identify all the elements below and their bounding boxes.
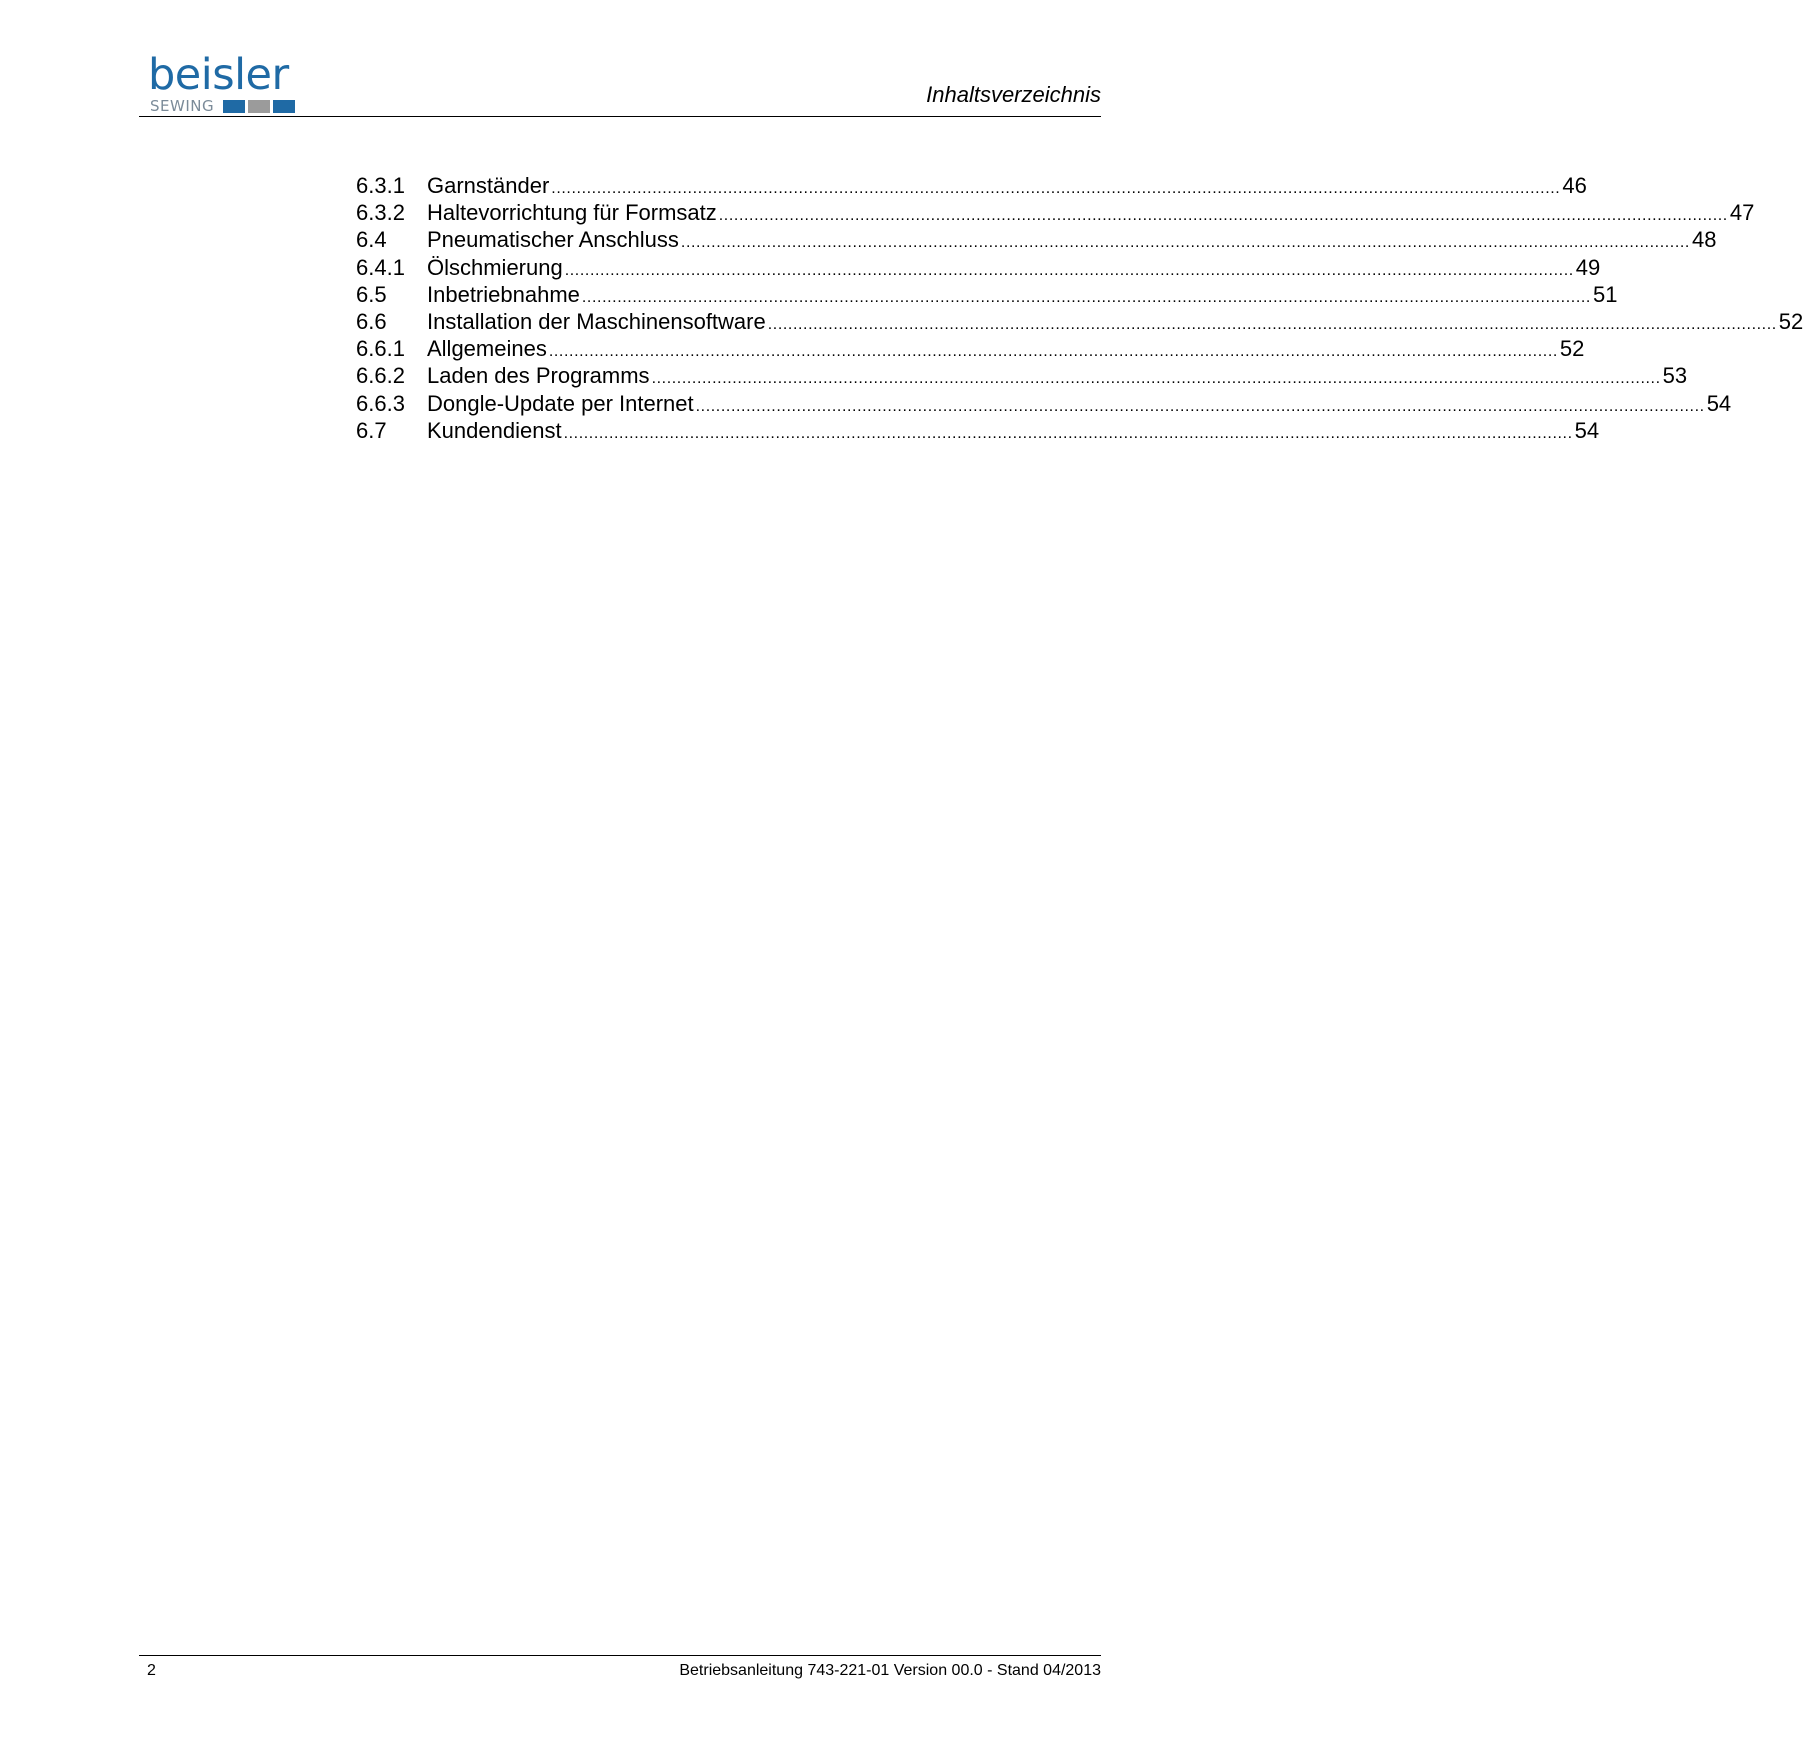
table-of-contents (356, 172, 1803, 444)
toc-entry-title: Dongle-Update per Internet (427, 390, 694, 416)
toc-entry-title: Inbetriebnahme (427, 281, 580, 307)
toc-leader-dots: ........................................................................................................................................................................................................ (718, 207, 1728, 225)
toc-entry-page: 53 (1662, 363, 1688, 389)
toc-leader-dots: ........................................................................................................................................................................................................ (551, 180, 1561, 197)
toc-entry-title: Installation der Maschinensoftware (427, 308, 766, 334)
toc-leader-dots: ........................................................................................................................................................................................................ (581, 288, 1591, 306)
logo-subtitle: SEWING (150, 97, 215, 115)
footer-page-number: 2 (147, 1662, 156, 1679)
toc-entry[interactable] (356, 308, 1803, 335)
toc-entry-title: Garnständer (427, 173, 550, 198)
toc-entry-title: Laden des Programms (427, 363, 650, 389)
toc-entry-page: 52 (1778, 308, 1803, 334)
toc-entry-page: 49 (1575, 254, 1601, 280)
toc-entry-title: Allgemeines (427, 336, 547, 362)
toc-entry-number: 6.6.1 (356, 336, 405, 362)
toc-entry-page: 52 (1559, 336, 1585, 362)
toc-entry[interactable] (356, 199, 1755, 226)
toc-leader-dots: ........................................................................................................................................................................................................ (563, 424, 1573, 442)
toc-entry-title: Pneumatischer Anschluss (427, 227, 679, 253)
toc-entry-number: 6.4.1 (356, 254, 405, 280)
toc-entry-page: 47 (1729, 200, 1755, 226)
toc-entry[interactable] (356, 172, 1587, 199)
footer-divider (139, 1655, 1101, 1656)
toc-entry-number: 6.6 (356, 308, 387, 334)
toc-entry-number: 6.5 (356, 281, 387, 307)
company-logo (148, 52, 308, 114)
toc-leader-dots: ........................................................................................................................................................................................................ (548, 343, 1558, 361)
toc-leader-dots: ........................................................................................................................................................................................................ (564, 261, 1574, 279)
toc-leader-dots: ........................................................................................................................................................................................................ (695, 397, 1705, 415)
logo-square-blue-2 (273, 100, 295, 113)
toc-entry-number: 6.7 (356, 417, 387, 443)
toc-entry[interactable] (356, 335, 1585, 362)
toc-entry-number: 6.4 (356, 227, 387, 253)
toc-leader-dots: ........................................................................................................................................................................................................ (651, 370, 1661, 388)
toc-entry-number: 6.6.2 (356, 363, 405, 389)
toc-leader-dots: ........................................................................................................................................................................................................ (680, 234, 1690, 252)
header-divider (139, 116, 1101, 117)
logo-square-grey (248, 100, 270, 113)
toc-entry-number: 6.3.2 (356, 200, 405, 226)
toc-entry[interactable] (356, 226, 1717, 253)
toc-entry-page: 54 (1574, 417, 1600, 443)
toc-leader-dots: ........................................................................................................................................................................................................ (767, 315, 1777, 333)
toc-entry[interactable] (356, 362, 1688, 389)
page-header-title: Inhaltsverzeichnis (926, 82, 1101, 107)
toc-entry-title: Haltevorrichtung für Formsatz (427, 200, 717, 226)
toc-entry-page: 48 (1691, 227, 1717, 253)
logo-square-blue (223, 100, 245, 113)
toc-entry[interactable] (356, 390, 1732, 417)
toc-entry[interactable] (356, 417, 1600, 444)
toc-entry[interactable] (356, 254, 1601, 281)
toc-entry-title: Ölschmierung (427, 254, 563, 280)
footer-document-info: Betriebsanleitung 743-221-01 Version 00.0 - Stand 04/2013 (679, 1662, 1101, 1679)
toc-entry[interactable] (356, 281, 1618, 308)
toc-entry-number: 6.3.1 (356, 173, 405, 198)
toc-entry-page: 54 (1706, 390, 1732, 416)
toc-entry-page: 51 (1592, 281, 1618, 307)
toc-entry-number: 6.6.3 (356, 390, 405, 416)
logo-wordmark: beisler (148, 50, 289, 100)
toc-entry-title: Kundendienst (427, 417, 562, 443)
toc-entry-page: 46 (1562, 173, 1587, 198)
